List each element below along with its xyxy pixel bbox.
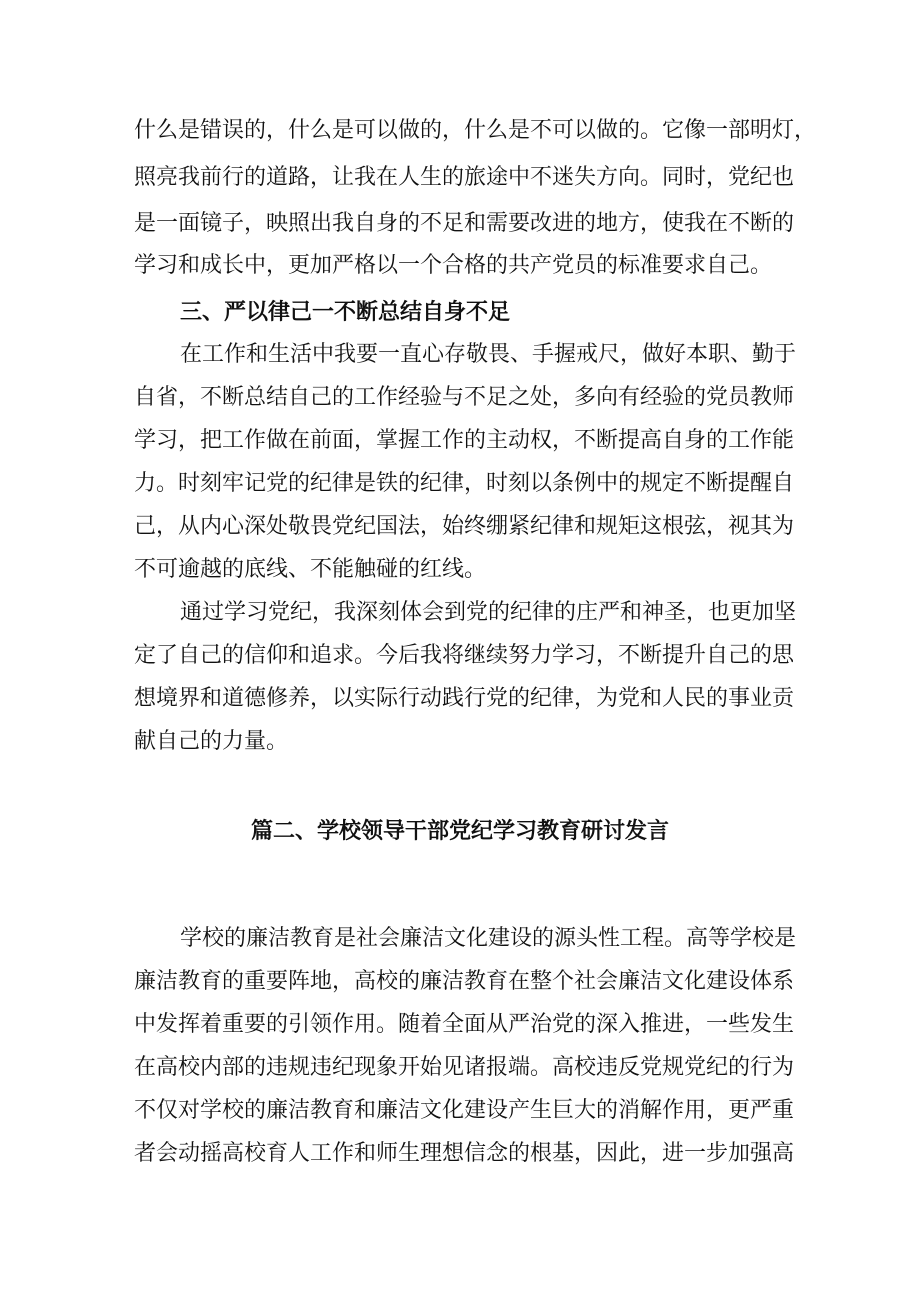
paragraph-line: 学习，把工作做在前面，掌握工作的主动权，不断提高自身的工作能: [134, 428, 795, 453]
paragraph-line: 什么是错误的，什么是可以做的，什么是不可以做的。它像一部明灯，: [134, 118, 817, 143]
paragraph-line: 者会动摇高校育人工作和师生理想信念的根基，因此，进一步加强高: [134, 1141, 795, 1166]
paragraph-line: 是一面镜子，映照出我自身的不足和需要改进的地方，使我在不断的: [134, 211, 795, 236]
paragraph-line: 献自己的力量。: [134, 729, 289, 754]
paragraph-line: 力。时刻牢记党的纪律是铁的纪律，时刻以条例中的规定不断提醒自: [134, 471, 795, 496]
article-title: 篇二、学校领导干部党纪学习教育研讨发言: [250, 818, 669, 844]
paragraph-line: 想境界和道德修养，以实际行动践行党的纪律，为党和人民的事业贡: [134, 686, 795, 711]
paragraph-line: 己，从内心深处敬畏党纪国法，始终绷紧纪律和规矩这根弦，视其为: [134, 514, 795, 539]
paragraph-line: 在高校内部的违规违纪现象开始见诸报端。高校违反党规党纪的行为: [134, 1055, 795, 1080]
paragraph-line: 自省，不断总结自己的工作经验与不足之处，多向有经验的党员教师: [134, 385, 795, 410]
paragraph-line: 在工作和生活中我要一直心存敬畏、手握戒尺，做好本职、勤于: [180, 342, 797, 367]
paragraph-line: 学习和成长中，更加严格以一个合格的共产党员的标准要求自己。: [134, 253, 773, 278]
paragraph-line: 廉洁教育的重要阵地，高校的廉洁教育在整个社会廉洁文化建设体系: [134, 969, 795, 994]
paragraph-line: 照亮我前行的道路，让我在人生的旅途中不迷失方向。同时，党纪也: [134, 165, 795, 190]
paragraph-line: 中发挥着重要的引领作用。随着全面从严治党的深入推进，一些发生: [134, 1012, 795, 1037]
paragraph-line: 定了自己的信仰和追求。今后我将继续努力学习，不断提升自己的思: [134, 643, 795, 668]
paragraph-line: 不仅对学校的廉洁教育和廉洁文化建设产生巨大的消解作用，更严重: [134, 1098, 795, 1123]
paragraph-line: 学校的廉洁教育是社会廉洁文化建设的源头性工程。高等学校是: [180, 926, 797, 951]
section-heading: 三、严以律己一不断总结自身不足: [180, 299, 511, 325]
paragraph-line: 不可逾越的底线、不能触碰的红线。: [134, 557, 487, 582]
paragraph-line: 通过学习党纪，我深刻体会到党的纪律的庄严和神圣，也更加坚: [180, 600, 797, 625]
